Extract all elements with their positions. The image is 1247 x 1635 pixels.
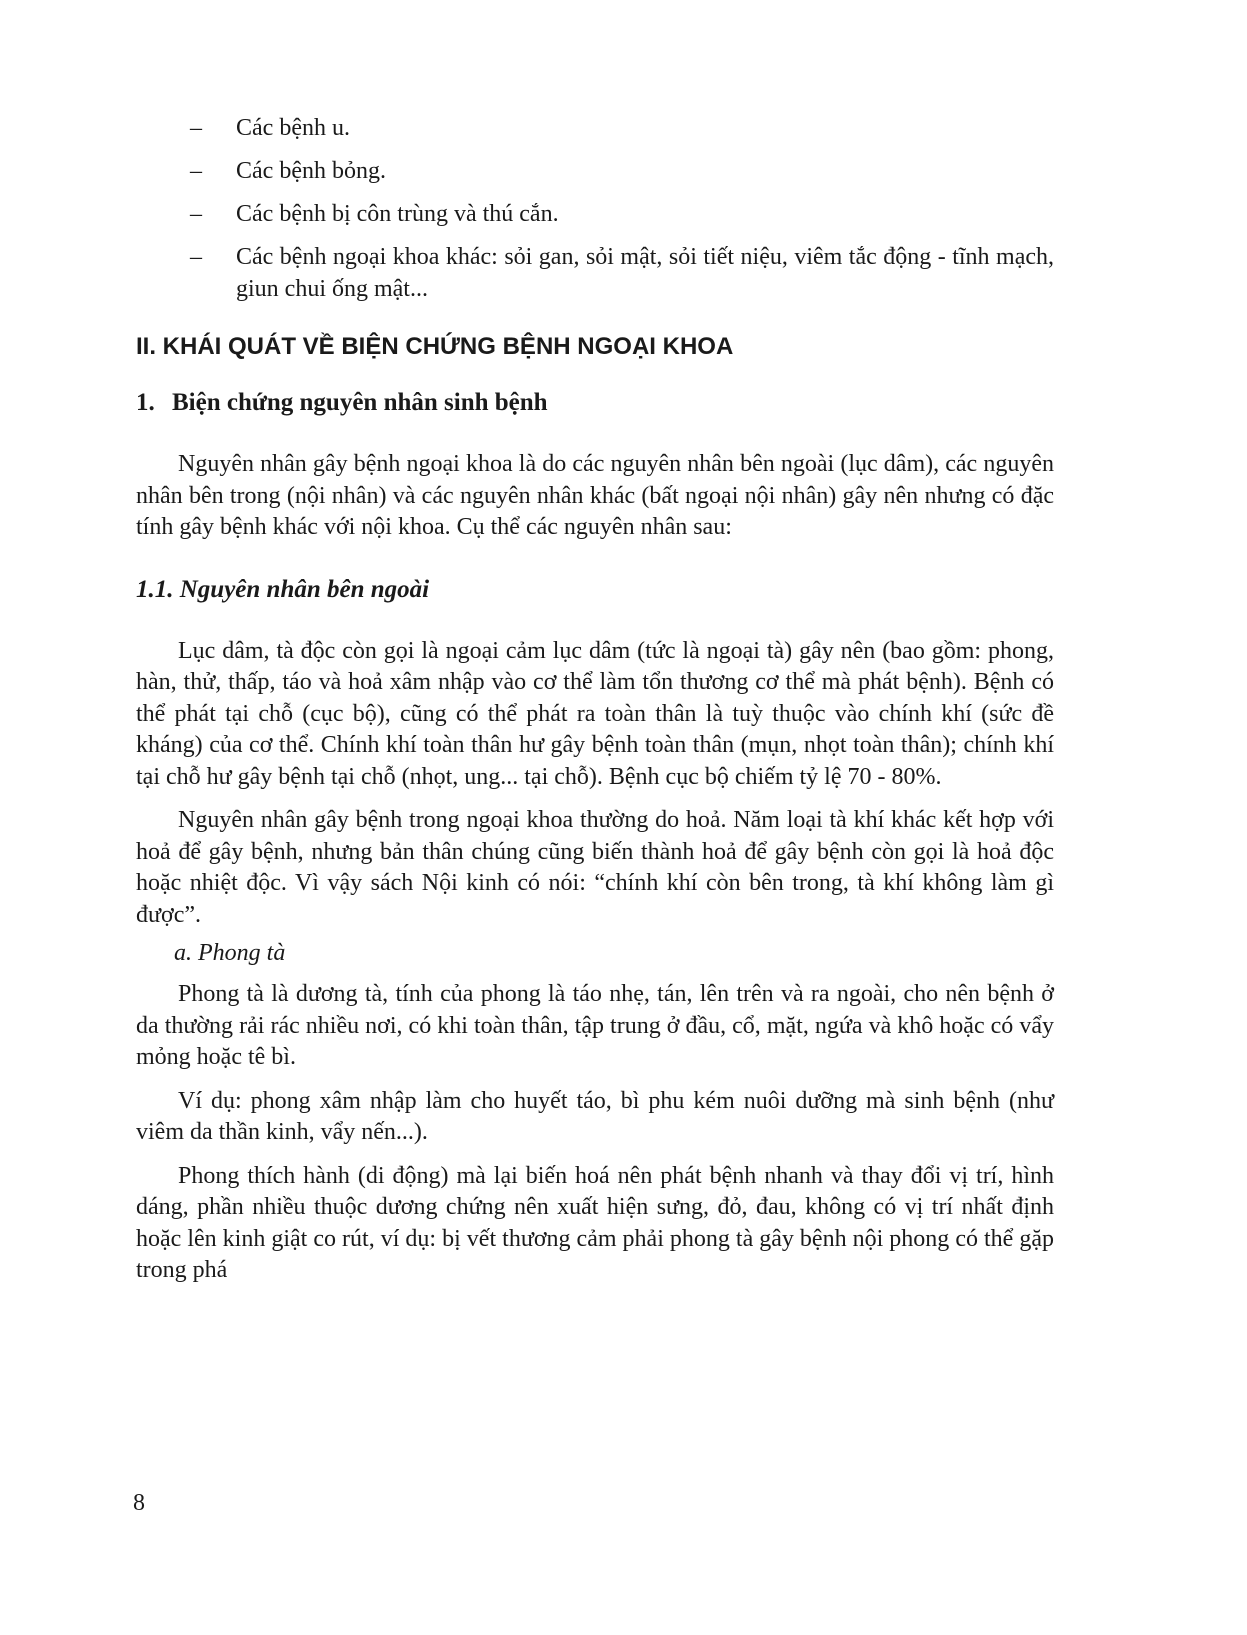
page-content (136, 112, 1054, 1287)
paragraph: Ví dụ: phong xâm nhập làm cho huyết táo, bì phu kém nuôi dưỡng mà sinh bệnh (như viêm da thần kinh, vẩy nến...). (136, 1087, 1054, 1145)
bullet-dash: – (190, 244, 202, 270)
disease-list (136, 112, 1054, 305)
section-heading: II. KHÁI QUÁT VỀ BIỆN CHỨNG BỆNH NGOẠI KHOA (136, 333, 734, 360)
list-item (136, 241, 1054, 305)
bullet-dash: – (190, 158, 202, 184)
bullet-dash: – (190, 115, 202, 141)
list-item (136, 155, 1054, 187)
intro-paragraph: Nguyên nhân gây bệnh ngoại khoa là do các nguyên nhân bên ngoài (lục dâm), các nguyên nhân bên trong (nội nhân) và các nguyên nhân khác (bất ngoại nội nhân) gây nên nhưng có đặc tính gây bệnh khác với nội khoa. Cụ thể các nguyên nhân sau: (136, 451, 1054, 540)
minor-heading: a. Phong tà (174, 940, 286, 966)
paragraph: Lục dâm, tà độc còn gọi là ngoại cảm lục dâm (tức là ngoại tà) gây nên (bao gồm: phong, hàn, thử, thấp, táo và hoả xâm nhập vào cơ thể làm tổn thương cơ thể mà phát bệnh). Bệnh có thể phát tại chỗ (cục bộ), cũng có thể phát ra toàn thân là tuỳ thuộc vào chính khí (sức đề kháng) của cơ thể. Chính khí toàn thân hư gây bệnh toàn thân (mụn, nhọt toàn thân); chính khí tại chỗ hư gây bệnh tại chỗ (nhọt, ung... tại chỗ). Bệnh cục bộ chiếm tỷ lệ 70 - 80%. (136, 637, 1054, 790)
list-item-text: Các bệnh bị côn trùng và thú cắn. (236, 201, 559, 227)
list-item-text: Các bệnh u. (236, 115, 350, 141)
list-item (136, 198, 1054, 230)
page-number: 8 (133, 1490, 145, 1516)
subsection-number: 1. (136, 389, 155, 416)
list-item-text: Các bệnh bỏng. (236, 158, 386, 184)
subsubsection-heading: 1.1. Nguyên nhân bên ngoài (136, 575, 430, 603)
paragraph: Nguyên nhân gây bệnh trong ngoại khoa thường do hoả. Năm loại tà khí khác kết hợp với hoả để gây bệnh, nhưng bản thân chúng cũng biến thành hoả để gây bệnh còn gọi là hoả độc hoặc nhiệt độc. Vì vậy sách Nội kinh có nói: “chính khí còn bên trong, tà khí không làm gì được”. (136, 807, 1054, 928)
subsection-heading (136, 387, 1054, 419)
list-item-text: Các bệnh ngoại khoa khác: sỏi gan, sỏi mật, sỏi tiết niệu, viêm tắc động - tĩnh mạch, giun chui ống mật... (236, 244, 1054, 302)
subsection-title: Biện chứng nguyên nhân sinh bệnh (172, 389, 548, 416)
paragraph: Phong tà là dương tà, tính của phong là táo nhẹ, tán, lên trên và ra ngoài, cho nên bệnh ở da thường rải rác nhiều nơi, có khi toàn thân, tập trung ở đầu, cổ, mặt, ngứa và khô hoặc có vẩy mỏng hoặc tê bì. (136, 981, 1054, 1070)
paragraph: Phong thích hành (di động) mà lại biến hoá nên phát bệnh nhanh và thay đổi vị trí, hình dáng, phần nhiều thuộc dương chứng nên xuất hiện sưng, đỏ, đau, không có vị trí nhất định hoặc lên kinh giật co rút, ví dụ: bị vết thương cảm phải phong tà gây bệnh nội phong có thể gặp trong phá (136, 1162, 1054, 1283)
bullet-dash: – (190, 201, 202, 227)
list-item (136, 112, 1054, 144)
